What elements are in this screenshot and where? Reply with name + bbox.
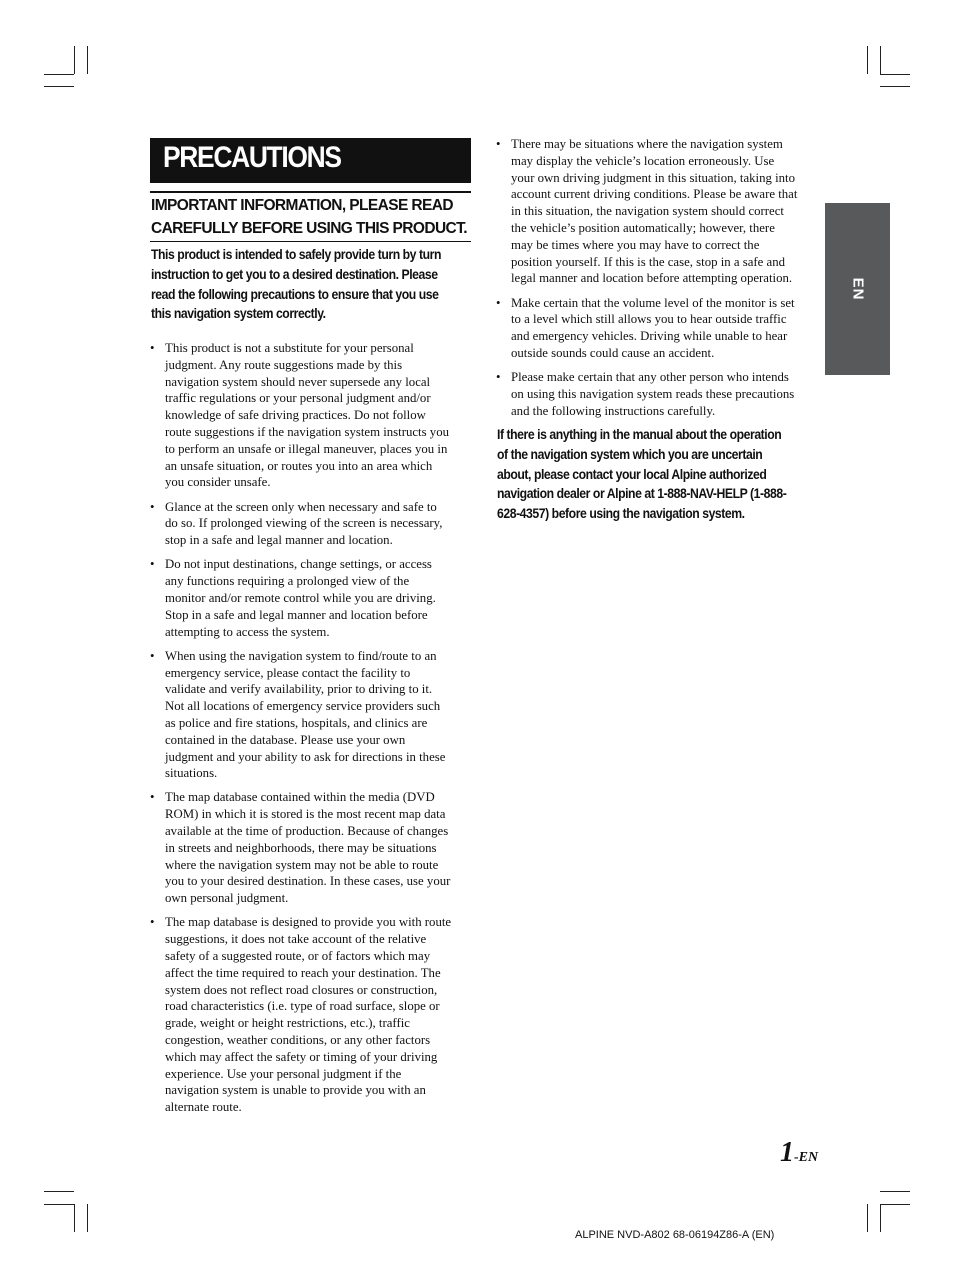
crop-mark xyxy=(880,1204,910,1205)
bullet-line: suggestions, it does not take account of the relative xyxy=(165,932,427,947)
bullet-line: Make certain that the volume level of the monitor is set xyxy=(511,295,795,310)
intro-line: This product is intended to safely provide turn by turn xyxy=(151,247,441,262)
subheading-line: CAREFULLY BEFORE USING THIS PRODUCT. xyxy=(151,220,467,237)
list-item xyxy=(150,499,480,549)
page-number-suffix: -EN xyxy=(794,1150,819,1165)
bullet-line: The map database contained within the media (DVD xyxy=(165,790,435,805)
bullet-line: Not all locations of emergency service providers such xyxy=(165,699,441,714)
bullet-glyph: • xyxy=(496,295,501,310)
bullet-line: affect the time required to reach your destination. The xyxy=(165,965,441,980)
bullet-line: alternate route. xyxy=(165,1100,242,1115)
bullet-line: attempting to access the system. xyxy=(165,624,330,639)
list-item xyxy=(150,340,480,491)
bullet-line: legal manner and location before attempting operation. xyxy=(511,271,793,286)
subheading-bottom-rule xyxy=(150,241,471,242)
crop-mark xyxy=(74,46,75,74)
bullet-line: where the navigation system may not be able to route xyxy=(165,857,439,872)
bullet-glyph: • xyxy=(496,137,501,151)
crop-mark xyxy=(44,1191,74,1192)
page-number-value: 1 xyxy=(780,1137,794,1168)
right-bullet-list xyxy=(496,136,826,427)
subheading-top-rule xyxy=(150,191,471,193)
bullet-line: road characteristics (i.e. type of road surface, slope or xyxy=(165,999,440,1014)
bullet-line: monitor and/or remote control while you are driving. xyxy=(165,590,436,605)
bullet-line: judgment. Any route suggestions made by this xyxy=(165,357,403,372)
crop-mark xyxy=(867,46,868,74)
bullet-line: stop in a safe and legal manner and location. xyxy=(165,533,393,548)
bullet-glyph: • xyxy=(150,648,155,663)
language-tab xyxy=(825,203,890,375)
bullet-line: and emergency vehicles. Driving while unable to hear xyxy=(511,329,788,344)
crop-mark xyxy=(44,86,74,87)
intro-paragraph xyxy=(151,245,466,324)
closing-line: navigation dealer or Alpine at 1-888-NAV-HELP (1-888- xyxy=(497,486,787,502)
intro-line: read the following precautions to ensure that you use xyxy=(151,286,439,302)
bullet-line: to perform an unsafe or illegal maneuver, places you in xyxy=(165,441,448,456)
intro-line: this navigation system correctly. xyxy=(151,306,326,322)
bullet-line: Please make certain that any other person who intends xyxy=(511,370,789,385)
list-item xyxy=(496,369,826,419)
bullet-line: route suggestions if the navigation system instructs you xyxy=(165,424,449,439)
bullet-line: the vehicle’s position automatically; however, there xyxy=(511,220,775,235)
bullet-line: Do not input destinations, change settings, or access xyxy=(165,557,432,572)
bullet-line: own personal judgment. xyxy=(165,891,289,906)
bullet-line: grade, weight or height restrictions, etc.), traffic xyxy=(165,1016,410,1031)
bullet-line: safety of a suggested route, or of factors which may xyxy=(165,949,431,964)
page-number xyxy=(780,1137,818,1169)
bullet-line: you consider unsafe. xyxy=(165,475,271,490)
bullet-line: account current driving conditions. Please be aware that xyxy=(511,187,798,202)
list-item xyxy=(496,136,826,287)
bullet-line: as police and fire stations, hospitals, and clinics are xyxy=(165,715,428,730)
bullet-line: navigation system is unable to provide you with an xyxy=(165,1083,426,1098)
bullet-line: This product is not a substitute for your personal xyxy=(165,341,414,355)
crop-mark xyxy=(880,1191,910,1192)
bullet-line: position yourself. If this is the case, stop in a safe and xyxy=(511,254,786,269)
bullet-line: an unsafe situation, or routes you into an area which xyxy=(165,458,433,473)
crop-mark xyxy=(44,74,74,75)
bullet-line: congestion, weather conditions, or any other factors xyxy=(165,1033,431,1048)
intro-line: instruction to get you to a desired destination. Please xyxy=(151,266,438,282)
bullet-line: emergency service, please contact the facility to xyxy=(165,665,411,680)
bullet-line: may display the vehicle’s location erroneously. Use xyxy=(511,153,775,168)
bullet-line: in streets and neighborhoods, there may be situations xyxy=(165,840,437,855)
list-item xyxy=(150,648,480,782)
closing-line: If there is anything in the manual about the operation xyxy=(497,427,782,442)
bullet-line: you to your desired destination. In these cases, use your xyxy=(165,874,451,889)
list-item xyxy=(150,914,480,1116)
bullet-line: which may affect the safety or timing of your driving xyxy=(165,1049,438,1064)
crop-mark xyxy=(880,74,910,75)
bullet-line: knowledge of safe driving practices. Do not follow xyxy=(165,408,426,423)
bullet-line: may be times where you may have to correct the xyxy=(511,237,760,252)
bullet-line: Stop in a safe and legal manner and location before xyxy=(165,607,428,622)
bullet-line: experience. Use your personal judgment if the xyxy=(165,1066,402,1081)
bullet-line: judgment and your ability to ask for directions in these xyxy=(165,749,446,764)
bullet-line: available at the time of production. Because of changes xyxy=(165,824,449,839)
bullet-line: in this situation, the navigation system should correct xyxy=(511,204,784,219)
bullet-line: system does not reflect road closures or construction, xyxy=(165,982,438,997)
bullet-line: on using this navigation system reads these precautions xyxy=(511,386,795,401)
bullet-line: and the following instructions carefully. xyxy=(511,403,716,418)
footer-text: ALPINE NVD-A802 68-06194Z86-A (EN) xyxy=(575,1229,775,1241)
bullet-line: to a level which still allows you to hear outside traffic xyxy=(511,312,787,327)
crop-mark xyxy=(87,46,88,74)
subheading-line: IMPORTANT INFORMATION, PLEASE READ xyxy=(151,197,453,214)
bullet-line: ROM) in which it is stored is the most recent map data xyxy=(165,807,446,822)
bullet-line: The map database is designed to provide you with route xyxy=(165,915,452,930)
bullet-glyph: • xyxy=(150,499,155,514)
bullet-line: validate and verify availability, prior to driving to it. xyxy=(165,682,433,697)
bullet-line: navigation system should never supersede any local xyxy=(165,374,431,389)
bullet-line: situations. xyxy=(165,766,218,781)
bullet-line: do so. If prolonged viewing of the screen is necessary, xyxy=(165,516,443,531)
bullet-line: outside sounds could cause an accident. xyxy=(511,345,715,360)
page-title: PRECAUTIONS xyxy=(163,141,341,174)
bullet-line: There may be situations where the navigation system xyxy=(511,137,783,151)
bullet-line: Glance at the screen only when necessary and safe to xyxy=(165,499,437,514)
crop-mark xyxy=(74,1204,75,1232)
bullet-glyph: • xyxy=(150,915,155,930)
closing-line: of the navigation system which you are uncertain xyxy=(497,446,763,462)
crop-mark xyxy=(44,1204,74,1205)
bullet-line: traffic regulations or your personal judgment and/or xyxy=(165,391,431,406)
page-title-bar xyxy=(150,138,471,183)
crop-mark xyxy=(867,1204,868,1232)
subheading xyxy=(151,194,471,240)
bullet-line: your own driving judgment in this situation, taking into xyxy=(511,170,796,185)
bullet-glyph: • xyxy=(150,790,155,805)
crop-mark xyxy=(880,1204,881,1232)
left-bullet-list xyxy=(150,340,480,1123)
list-item xyxy=(496,295,826,362)
closing-line: 628-4357) before using the navigation system. xyxy=(497,506,745,522)
bullet-line: any functions requiring a prolonged view of the xyxy=(165,574,410,589)
crop-mark xyxy=(880,46,881,74)
list-item xyxy=(150,789,480,907)
bullet-glyph: • xyxy=(150,557,155,572)
bullet-glyph: • xyxy=(150,341,155,355)
closing-line: about, please contact your local Alpine authorized xyxy=(497,466,767,482)
bullet-line: When using the navigation system to find/route to an xyxy=(165,648,437,663)
bullet-glyph: • xyxy=(496,370,501,385)
closing-paragraph xyxy=(497,425,821,524)
crop-mark xyxy=(87,1204,88,1232)
list-item xyxy=(150,556,480,640)
bullet-line: contained in the database. Please use your own xyxy=(165,732,406,747)
crop-mark xyxy=(880,86,910,87)
language-tab-label: EN xyxy=(849,277,866,301)
